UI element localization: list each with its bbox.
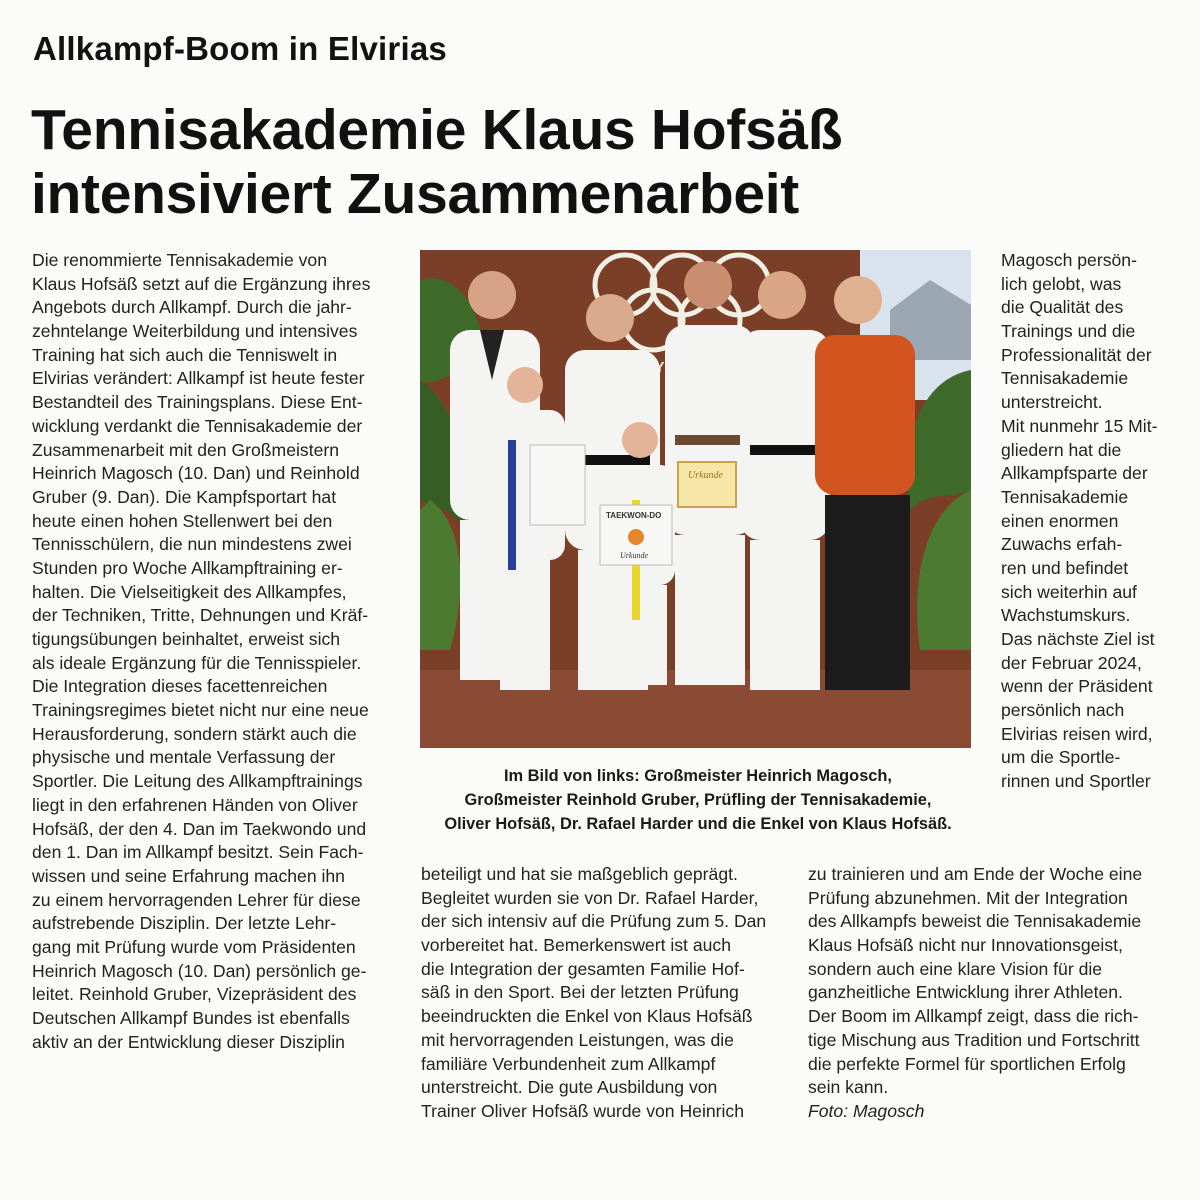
text-line: die perfekte Formel für sportlichen Erfolg bbox=[808, 1053, 1126, 1074]
text-line: als ideale Ergänzung für die Tennisspieler. bbox=[32, 652, 362, 673]
text-line: beeindruckten die Enkel von Klaus Hofsäß bbox=[421, 1006, 753, 1027]
text-line: Oliver Hofsäß, Dr. Rafael Harder und die Enkel von Klaus Hofsäß. bbox=[444, 814, 952, 833]
text-line: Bestandteil des Trainingsplans. Diese Ent- bbox=[32, 392, 363, 413]
body-column-2-bottom bbox=[421, 863, 766, 1124]
text-line: Klaus Hofsäß setzt auf die Ergänzung ihres bbox=[32, 273, 371, 294]
text-line: Zusammenarbeit mit den Großmeistern bbox=[32, 439, 340, 460]
text-line: zu einem hervorragenden Lehrer für diese bbox=[32, 889, 361, 910]
text-line: die Qualität des bbox=[1001, 297, 1124, 318]
text-line: der Techniken, Tritte, Dehnungen und Kräf- bbox=[32, 605, 369, 626]
text-line: Im Bild von links: Großmeister Heinrich Magosch, bbox=[504, 767, 892, 785]
text-line: wicklung verdankt die Tennisakademie der bbox=[32, 415, 363, 436]
text-line: Die Integration dieses facettenreichen bbox=[32, 676, 328, 697]
body-column-3 bbox=[808, 863, 1142, 1124]
text-line: familiäre Verbundenheit zum Allkampf bbox=[421, 1053, 716, 1074]
headline-line: intensiviert Zusammenarbeit bbox=[31, 162, 799, 226]
text-line: ganzheitliche Entwicklung ihrer Athleten. bbox=[808, 982, 1123, 1003]
headline-line: Tennisakademie Klaus Hofsäß bbox=[31, 98, 843, 162]
text-line: Training hat sich auch die Tenniswelt in bbox=[32, 344, 338, 365]
text-line: lich gelobt, was bbox=[1001, 273, 1122, 294]
text-line: Professionalität der bbox=[1001, 344, 1152, 365]
text-line: Begleitet wurden sie von Dr. Rafael Harder, bbox=[421, 887, 759, 908]
text-line: zehntelange Weiterbildung und intensives bbox=[32, 321, 358, 342]
text-line: mit hervorragenden Leistungen, was die bbox=[421, 1029, 734, 1050]
text-line: Die renommierte Tennisakademie von bbox=[32, 250, 328, 270]
text-line: tige Mischung aus Tradition und Fortschritt bbox=[808, 1029, 1140, 1050]
text-line: sein kann. bbox=[808, 1077, 889, 1098]
text-line: Das nächste Ziel ist bbox=[1001, 629, 1155, 649]
text-line: Elvirias reisen wird, bbox=[1001, 723, 1153, 744]
text-line: sondern auch eine klare Vision für die bbox=[808, 958, 1103, 979]
text-line: wissen und seine Erfahrung machen ihn bbox=[32, 865, 345, 886]
text-line: wenn der Präsident bbox=[1001, 676, 1153, 697]
text-line: unterstreicht. Die gute Ausbildung von bbox=[421, 1077, 718, 1098]
text-line: Angebots durch Allkampf. Durch die jahr- bbox=[32, 297, 352, 318]
body-column-2-top bbox=[1001, 249, 1157, 794]
text-line: heute einen hohen Stellenwert bei den bbox=[32, 510, 333, 531]
text-line: vorbereitet hat. Bemerkenswert ist auch bbox=[421, 935, 731, 956]
board-sublabel: Urkunde bbox=[620, 551, 648, 560]
text-line: Gruber (9. Dan). Die Kampfsportart hat bbox=[32, 486, 337, 507]
text-line: Heinrich Magosch (10. Dan) und Reinhold bbox=[32, 463, 360, 484]
text-line: Magosch persön- bbox=[1001, 250, 1137, 270]
board-label: TAEKWON-DO bbox=[606, 511, 662, 520]
text-line: Der Boom im Allkampf zeigt, dass die rich- bbox=[808, 1006, 1139, 1027]
text-line: Stunden pro Woche Allkampftraining er- bbox=[32, 557, 343, 578]
text-line: Tennisschülern, die nun mindestens zwei bbox=[32, 534, 352, 555]
text-line: leitet. Reinhold Gruber, Vizepräsident des bbox=[32, 984, 357, 1005]
text-line: der Februar 2024, bbox=[1001, 652, 1142, 673]
headline bbox=[31, 98, 842, 226]
text-line: gang mit Prüfung wurde vom Präsidenten bbox=[32, 936, 356, 957]
text-line: liegt in den erfahrenen Händen von Oliver bbox=[32, 794, 358, 815]
text-line: Großmeister Reinhold Gruber, Prüfling der Tennisakademie, bbox=[464, 790, 932, 809]
text-line: rinnen und Sportler bbox=[1001, 771, 1151, 792]
text-line: ren und befindet bbox=[1001, 557, 1129, 578]
text-line: Allkampfsparte der bbox=[1001, 463, 1148, 484]
text-line: Trainer Oliver Hofsäß wurde von Heinrich bbox=[421, 1100, 744, 1121]
text-line: Trainings und die bbox=[1001, 321, 1136, 342]
text-line: säß in den Sport. Bei der letzten Prüfung bbox=[421, 982, 739, 1003]
article-photo bbox=[420, 250, 971, 748]
kicker: Allkampf-Boom in Elvirias bbox=[33, 30, 447, 67]
text-line: der sich intensiv auf die Prüfung zum 5. Dan bbox=[421, 911, 767, 932]
text-line: unterstreicht. bbox=[1001, 392, 1103, 413]
text-line: aktiv an der Entwicklung dieser Disziplin bbox=[32, 1031, 345, 1052]
text-line: tigungsübungen beinhaltet, erweist sich bbox=[32, 629, 341, 649]
text-line: halten. Die Vielseitigkeit des Allkampfes, bbox=[32, 581, 347, 602]
text-line: Tennisakademie bbox=[1001, 368, 1129, 389]
text-line: einen enormen bbox=[1001, 510, 1119, 531]
text-line: Hofsäß, der den 4. Dan im Taekwondo und bbox=[32, 818, 367, 839]
text-line: aufstrebende Disziplin. Der letzte Lehr- bbox=[32, 913, 337, 934]
text-line: Mit nunmehr 15 Mit- bbox=[1001, 415, 1158, 436]
col3-lines bbox=[808, 863, 1142, 1100]
certificate-label: Urkunde bbox=[688, 470, 723, 481]
text-line: Tennisakademie bbox=[1001, 486, 1129, 507]
text-line: Prüfung abzunehmen. Mit der Integration bbox=[808, 887, 1128, 908]
text-line: beteiligt und hat sie maßgeblich geprägt. bbox=[421, 864, 738, 884]
text-line: um die Sportle- bbox=[1001, 747, 1121, 768]
text-line: des Allkampfs beweist die Tennisakademie bbox=[808, 911, 1142, 932]
person-orange-shirt bbox=[815, 276, 915, 690]
text-line: Heinrich Magosch (10. Dan) persönlich ge- bbox=[32, 960, 367, 981]
text-line: physische und mentale Verfassung der bbox=[32, 747, 336, 768]
text-line: Wachstumskurs. bbox=[1001, 605, 1131, 626]
text-line: Sportler. Die Leitung des Allkampftrainings bbox=[32, 771, 363, 792]
text-line: die Integration der gesamten Familie Hof- bbox=[421, 958, 745, 979]
text-line: Herausforderung, sondern stärkt auch die bbox=[32, 723, 357, 744]
text-line: Elvirias verändert: Allkampf ist heute fester bbox=[32, 368, 365, 389]
text-line: zu trainieren und am Ende der Woche eine bbox=[808, 864, 1143, 884]
text-line: sich weiterhin auf bbox=[1001, 581, 1137, 602]
text-line: den 1. Dan im Allkampf besitzt. Sein Fach- bbox=[32, 842, 364, 863]
photo-caption bbox=[420, 765, 976, 836]
photo-credit: Foto: Magosch bbox=[808, 1100, 925, 1121]
text-line: Deutschen Allkampf Bundes ist ebenfalls bbox=[32, 1008, 350, 1028]
text-line: Klaus Hofsäß nicht nur Innovationsgeist, bbox=[808, 935, 1123, 956]
body-column-1 bbox=[32, 249, 370, 1054]
text-line: persönlich nach bbox=[1001, 700, 1125, 721]
text-line: Zuwachs erfah- bbox=[1001, 534, 1123, 555]
text-line: Trainingsregimes bietet nicht nur eine neue bbox=[32, 700, 369, 721]
text-line: gliedern hat die bbox=[1001, 439, 1122, 460]
